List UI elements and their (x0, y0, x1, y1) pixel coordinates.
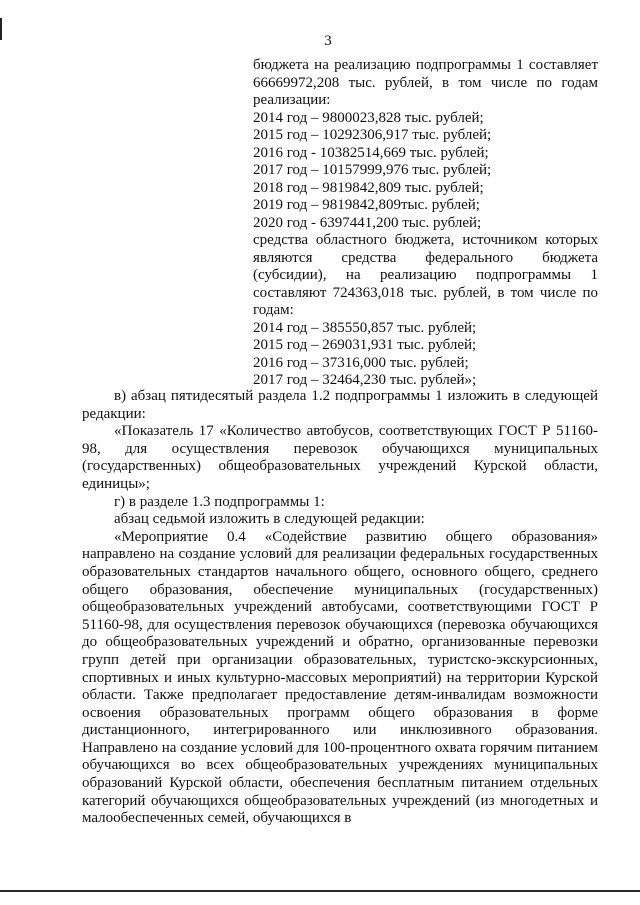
paragraph-seventh: абзац седьмой изложить в следующей редакции: (114, 511, 425, 528)
budget-intro-text: бюджета на реализацию подпрограммы 1 составляет 66669972,208 тыс. рублей, в том числе по годам реализации: (253, 57, 598, 108)
year-line: 2019 год – 9819842,809тыс. рублей; (253, 197, 480, 213)
regional-budget-text: средства областного бюджета, источником которых являются средства федерального бюджета (субсидии), на реализацию подпрограммы 1 составляют 724363,018 тыс. рублей, в том числе по годам: (253, 232, 598, 318)
year-line: 2014 год – 385550,857 тыс. рублей; (253, 319, 477, 336)
paragraph-v: в) абзац пятидесятый раздела 1.2 подпрограммы 1 изложить в следующей редакции: (82, 388, 598, 422)
page-bottom-rule (0, 890, 640, 892)
year-line: 2018 год – 9819842,809 тыс. рублей; (253, 179, 484, 196)
paragraph-g: г) в разделе 1.3 подпрограммы 1: (114, 493, 325, 510)
year-line: 2016 год – 37316,000 тыс. рублей; (253, 354, 469, 371)
year-line: 2015 год – 10292306,917 тыс. рублей; (253, 127, 492, 143)
year-line: 2016 год - 10382514,669 тыс. рублей; (253, 144, 489, 161)
year-line: 2017 год – 32464,230 тыс. рублей»; (253, 372, 477, 388)
budget-continuation-block (253, 57, 598, 390)
paragraph-measure: «Мероприятие 0.4 «Содействие развитию общего образования» направлено на создание условий для реализации федеральных государственных образовательных стандартов начального общего, основного общего, среднего общего образования, обеспечение муниципальных (государственных) общеобразовательных учреждений автобусами, соответствующими ГОСТ Р 51160-98, для осуществления перевозок обучающихся (перевозка обучающихся до общеобразовательных учреждений и обратно, организованные перевозки групп детей при организации образовательных, туристско-экскурсионных, спортивных и иных культурно-массовых мероприятий) на территории Курской области. Также предполагает предоставление детям-инвалидам возможности освоения образовательных программ общего образования в форме дистанционного, интегрированного или инклюзивного образования. Направлено на создание условий для 100-процентного охвата горячим питанием обучающихся во всех общеобразовательных учреждениях муниципальных образований Курской области, обеспечения бесплатным питанием отдельных категорий обучающихся общеобразовательных учреждений (из многодетных и малообеспеченных семей, обучающихся в (82, 528, 598, 827)
page-number: 3 (324, 33, 332, 49)
year-line: 2017 год – 10157999,976 тыс. рублей; (253, 162, 492, 178)
paragraph-indicator: «Показатель 17 «Количество автобусов, соответствующих ГОСТ Р 51160-98, для осуществления перевозок обучающихся муниципальных (государственных) общеобразовательных учреждений Курской области, единицы»; (82, 423, 598, 492)
year-line: 2015 год – 269031,931 тыс. рублей; (253, 337, 477, 353)
year-line: 2020 год - 6397441,200 тыс. рублей; (253, 214, 482, 231)
main-body-text (82, 388, 598, 828)
year-line: 2014 год – 9800023,828 тыс. рублей; (253, 109, 484, 126)
